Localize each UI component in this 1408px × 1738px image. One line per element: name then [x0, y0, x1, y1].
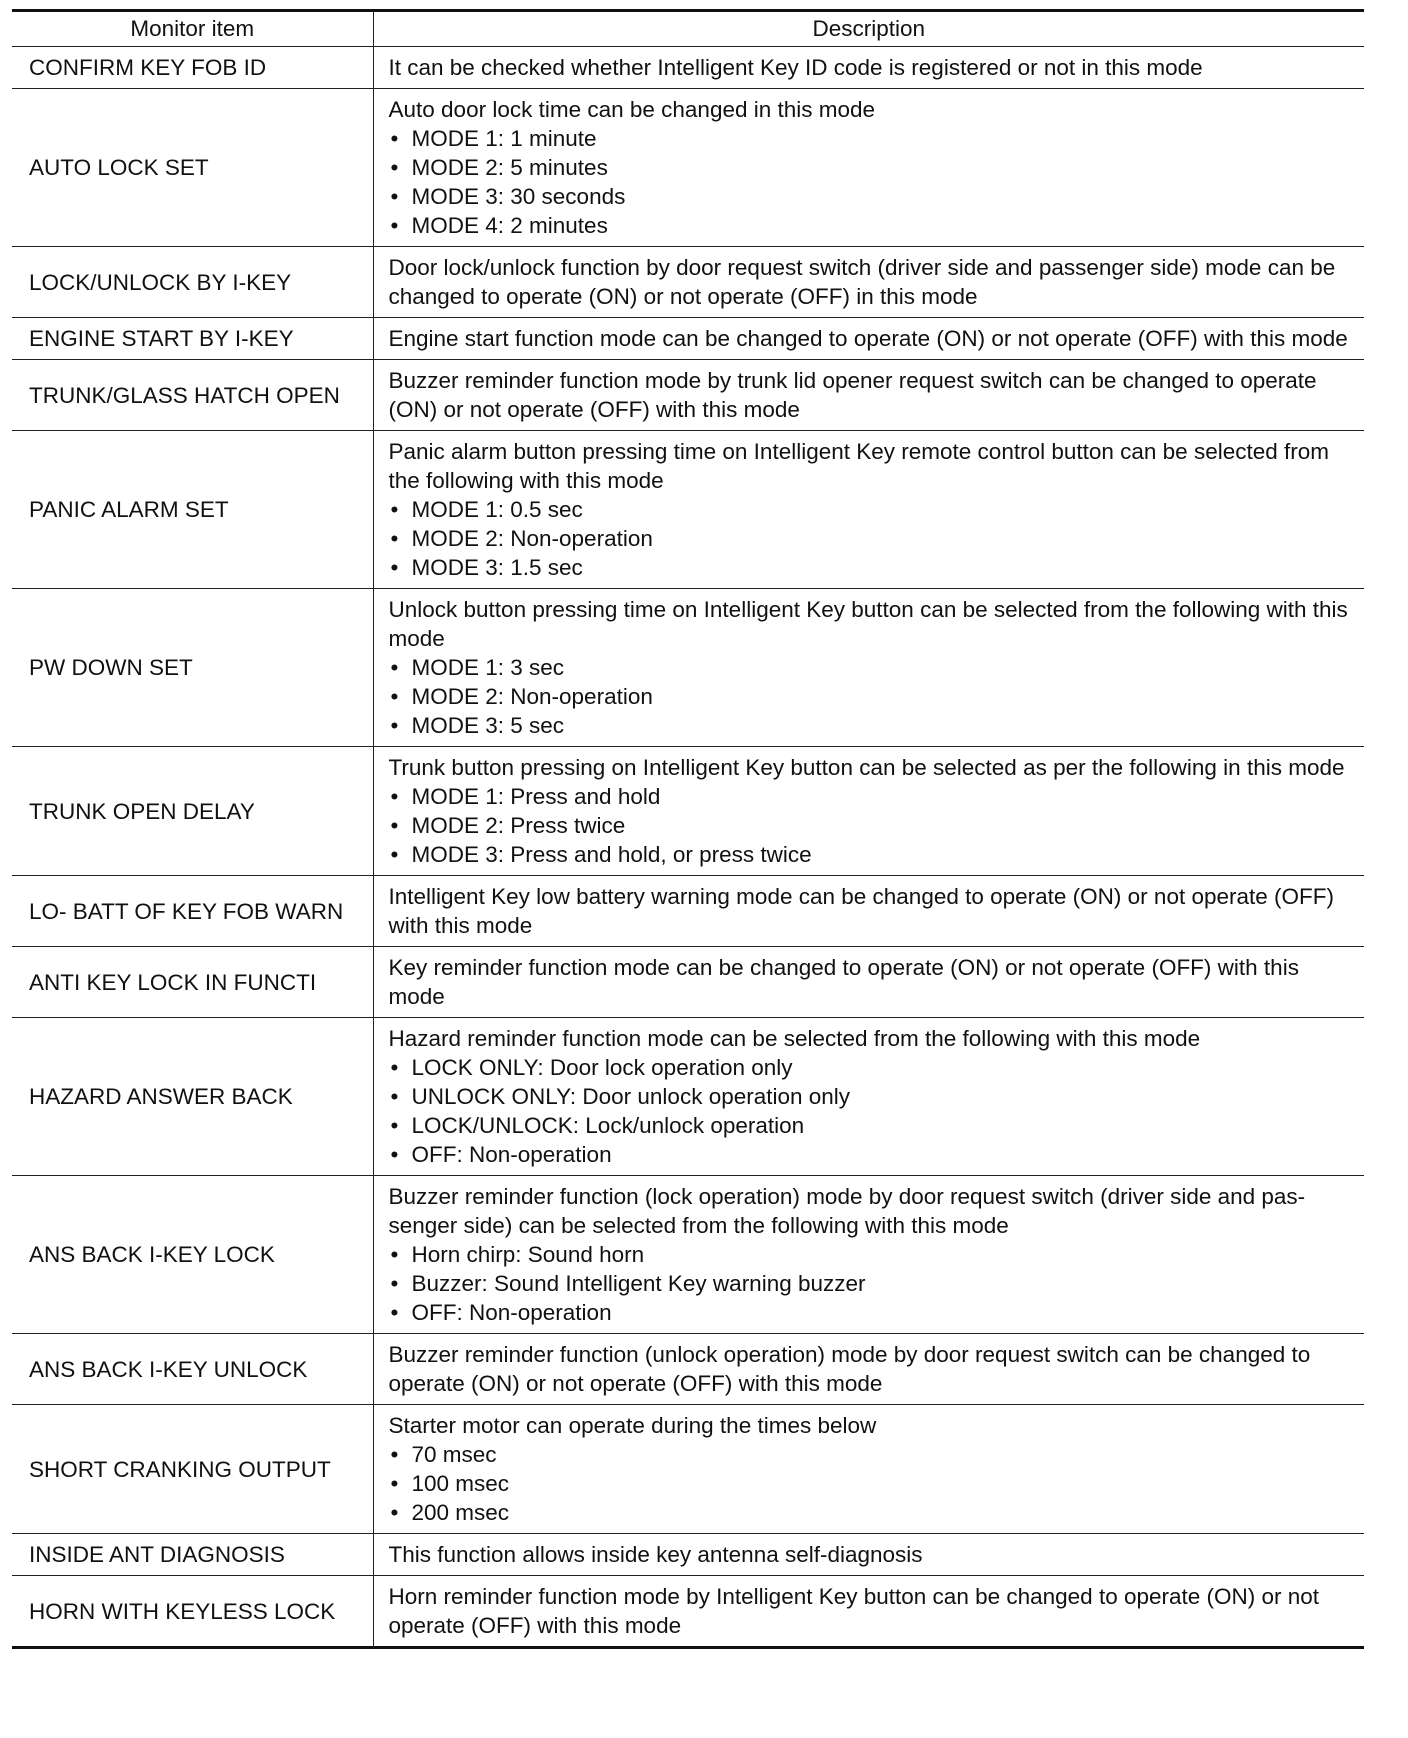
description-text: Hazard reminder function mode can be selected from the following with this mode [388, 1026, 1201, 1051]
monitor-item-cell: PANIC ALARM SET [12, 431, 373, 589]
monitor-item-cell: ANS BACK I-KEY UNLOCK [12, 1334, 373, 1405]
option-list-item: • 70 msec [389, 1440, 1355, 1469]
option-list-item: • MODE 1: Press and hold [389, 782, 1355, 811]
description-text: Buzzer reminder function mode by trunk lid opener request switch can be changed to operate (ON) or not operate (OFF) with this mode [388, 368, 1317, 422]
description-cell [373, 247, 1364, 318]
monitor-item-cell: ANTI KEY LOCK IN FUNCTI [12, 947, 373, 1018]
table-row [12, 47, 1364, 89]
table-row [12, 89, 1364, 247]
monitor-item-cell: INSIDE ANT DIAGNOSIS [12, 1534, 373, 1576]
option-list-item: • MODE 3: 5 sec [389, 711, 1355, 740]
description-cell [373, 1576, 1364, 1648]
option-list-item: • 100 msec [389, 1469, 1355, 1498]
monitor-item-table [12, 9, 1364, 1649]
option-list-item: • MODE 3: 1.5 sec [389, 553, 1355, 582]
monitor-item-cell: TRUNK/GLASS HATCH OPEN [12, 360, 373, 431]
table-body [12, 47, 1364, 1648]
table-row [12, 589, 1364, 747]
option-list-item: • MODE 2: Press twice [389, 811, 1355, 840]
table-row [12, 1576, 1364, 1648]
option-list-item: • 200 msec [389, 1498, 1355, 1527]
option-list-item: • UNLOCK ONLY: Door unlock operation only [389, 1082, 1355, 1111]
option-list-item: • MODE 3: Press and hold, or press twice [389, 840, 1355, 869]
table-row [12, 1405, 1364, 1534]
option-list-item: • Buzzer: Sound Intelligent Key warning buzzer [389, 1269, 1355, 1298]
option-list-item: • MODE 1: 0.5 sec [389, 495, 1355, 524]
option-list-item: • MODE 1: 3 sec [389, 653, 1355, 682]
description-text: This function allows inside key antenna self-diagnosis [388, 1542, 923, 1567]
description-cell [373, 431, 1364, 589]
description-text: senger side) can be selected from the following with this mode [388, 1213, 1009, 1238]
option-list-item: • OFF: Non-operation [389, 1298, 1355, 1327]
description-cell [373, 1334, 1364, 1405]
description-cell [373, 1534, 1364, 1576]
description-text: Key reminder function mode can be changed to operate (ON) or not operate (OFF) with this mode [388, 955, 1299, 1009]
monitor-item-cell: ANS BACK I-KEY LOCK [12, 1176, 373, 1334]
description-text: Auto door lock time can be changed in this mode [388, 97, 876, 122]
monitor-item-cell: CONFIRM KEY FOB ID [12, 47, 373, 89]
monitor-item-cell: LOCK/UNLOCK BY I-KEY [12, 247, 373, 318]
monitor-item-cell: HORN WITH KEYLESS LOCK [12, 1576, 373, 1648]
option-list-item: • LOCK ONLY: Door lock operation only [389, 1053, 1355, 1082]
table-row [12, 360, 1364, 431]
description-text: Intelligent Key low battery warning mode can be changed to operate (ON) or not operate (OFF) with this mode [388, 884, 1334, 938]
description-cell [373, 1018, 1364, 1176]
monitor-item-table-container [12, 9, 1364, 1649]
description-cell [373, 747, 1364, 876]
description-cell [373, 876, 1364, 947]
header-monitor-item: Monitor item [12, 11, 373, 47]
monitor-item-cell: LO- BATT OF KEY FOB WARN [12, 876, 373, 947]
table-row [12, 247, 1364, 318]
table-row [12, 947, 1364, 1018]
option-list [389, 782, 1355, 869]
description-text: Engine start function mode can be changed to operate (ON) or not operate (OFF) with this mode [388, 326, 1348, 351]
description-cell [373, 589, 1364, 747]
table-row [12, 1018, 1364, 1176]
description-text: Trunk button pressing on Intelligent Key button can be selected as per the following in this mode [388, 755, 1345, 780]
table-row [12, 1534, 1364, 1576]
description-text: Horn reminder function mode by Intelligent Key button can be changed to operate (ON) or not operate (OFF) with this mode [388, 1584, 1320, 1638]
description-text: Starter motor can operate during the times below [388, 1413, 877, 1438]
description-text: Unlock button pressing time on Intelligent Key button can be selected from the following with this mode [388, 597, 1348, 651]
table-row [12, 431, 1364, 589]
option-list [389, 653, 1355, 740]
monitor-item-cell: SHORT CRANKING OUTPUT [12, 1405, 373, 1534]
option-list [389, 1240, 1355, 1327]
option-list-item: • MODE 1: 1 minute [389, 124, 1355, 153]
description-text: Buzzer reminder function (lock operation) mode by door request switch (driver side and pas- [388, 1184, 1306, 1209]
option-list [389, 124, 1355, 240]
option-list-item: • MODE 2: Non-operation [389, 524, 1355, 553]
description-cell [373, 47, 1364, 89]
option-list [389, 1440, 1355, 1527]
option-list-item: • MODE 2: 5 minutes [389, 153, 1355, 182]
option-list [389, 495, 1355, 582]
table-row [12, 318, 1364, 360]
description-cell [373, 360, 1364, 431]
monitor-item-cell: PW DOWN SET [12, 589, 373, 747]
option-list-item: • MODE 4: 2 minutes [389, 211, 1355, 240]
description-text: Panic alarm button pressing time on Intelligent Key remote control button can be selected from the following with this mode [388, 439, 1330, 493]
option-list-item: • MODE 3: 30 seconds [389, 182, 1355, 211]
monitor-item-cell: TRUNK OPEN DELAY [12, 747, 373, 876]
description-cell [373, 1176, 1364, 1334]
option-list-item: • MODE 2: Non-operation [389, 682, 1355, 711]
option-list-item: • LOCK/UNLOCK: Lock/unlock operation [389, 1111, 1355, 1140]
table-row [12, 1334, 1364, 1405]
description-text: It can be checked whether Intelligent Key ID code is registered or not in this mode [388, 55, 1203, 80]
description-cell [373, 318, 1364, 360]
description-cell [373, 1405, 1364, 1534]
table-row [12, 1176, 1364, 1334]
option-list-item: • Horn chirp: Sound horn [389, 1240, 1355, 1269]
header-description: Description [373, 11, 1364, 47]
monitor-item-cell: AUTO LOCK SET [12, 89, 373, 247]
description-text: Door lock/unlock function by door request switch (driver side and passenger side) mode can be changed to operate (ON) or not operate (OFF) in this mode [388, 255, 1336, 309]
option-list-item: • OFF: Non-operation [389, 1140, 1355, 1169]
monitor-item-cell: ENGINE START BY I-KEY [12, 318, 373, 360]
description-cell [373, 89, 1364, 247]
description-cell [373, 947, 1364, 1018]
monitor-item-cell: HAZARD ANSWER BACK [12, 1018, 373, 1176]
table-row [12, 876, 1364, 947]
option-list [389, 1053, 1355, 1169]
description-text: Buzzer reminder function (unlock operation) mode by door request switch can be changed to operate (ON) or not operate (OFF) with this mode [388, 1342, 1311, 1396]
table-row [12, 747, 1364, 876]
table-header-row [12, 11, 1364, 47]
